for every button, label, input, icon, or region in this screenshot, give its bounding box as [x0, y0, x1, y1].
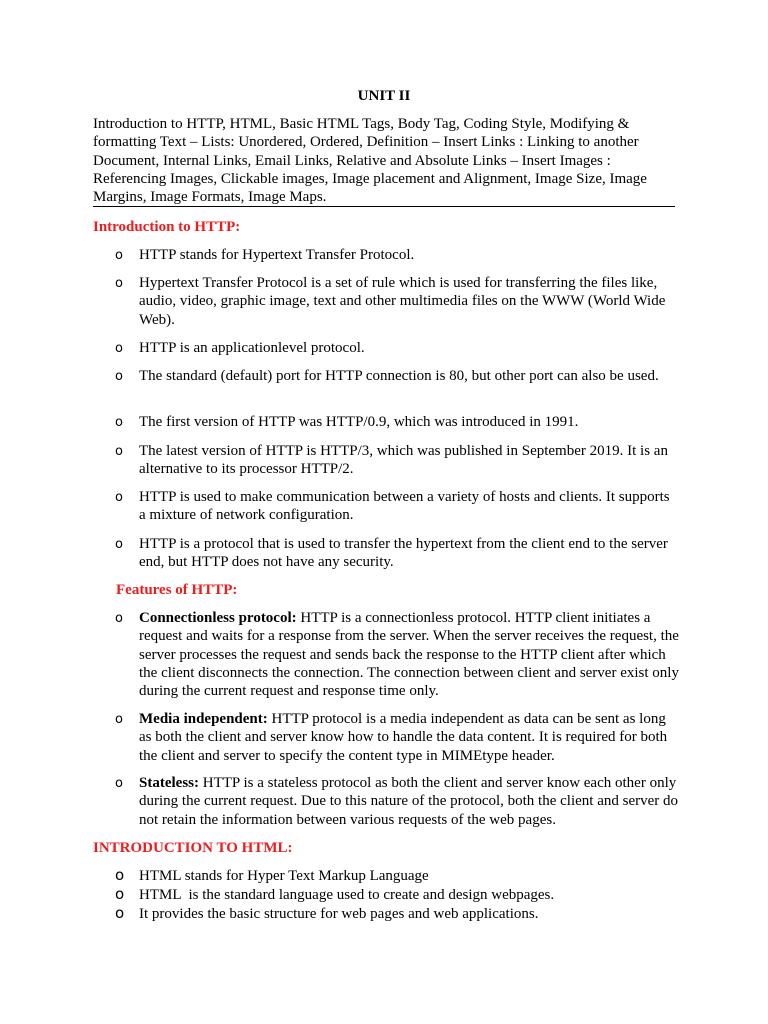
- list-item: [0, 339, 679, 357]
- unit-title: UNIT II: [357, 88, 411, 104]
- list-item-text: HTTP stands for Hypertext Transfer Protocol.: [139, 247, 415, 263]
- bullet-icon: o: [115, 444, 123, 459]
- heading-intro-http: Introduction to HTTP:: [93, 219, 241, 235]
- bullet-icon: o: [115, 369, 123, 384]
- bullet-icon: o: [115, 866, 125, 884]
- bullet-icon: o: [115, 490, 123, 505]
- bullet-icon: o: [115, 712, 123, 727]
- feature-term: Media independent:: [139, 711, 268, 727]
- bullet-icon: o: [115, 341, 123, 356]
- feature-term: Connectionless protocol:: [139, 610, 297, 626]
- list-item: [0, 886, 679, 904]
- feature-text: HTTP is a connectionless protocol. HTTP client initiates a request and waits for a response from the server. When the server receives the request, the server processes the request and sends back the response to the HTTP client after which the client disconnects the connection. The connection between client and server exist only during the current request and response time only.: [139, 610, 679, 700]
- bullet-icon: o: [115, 611, 123, 626]
- feature-text: HTTP protocol is a media independent as data can be sent as long as both the client and server know how to handle the data content. It is required for both the client and server to specify the content type in MIMEtype header.: [139, 711, 668, 764]
- bullet-icon: o: [115, 248, 123, 263]
- bullet-icon: o: [115, 885, 125, 903]
- bullet-icon: o: [115, 537, 123, 552]
- heading-features-http: Features of HTTP:: [116, 582, 238, 598]
- list-item: [0, 867, 679, 885]
- feature-term: Stateless:: [139, 775, 199, 791]
- bullet-icon: o: [115, 904, 125, 922]
- list-item: [0, 413, 679, 431]
- list-item-text: It provides the basic structure for web pages and web applications.: [139, 906, 539, 922]
- list-item-text: HTTP is a protocol that is used to transfer the hypertext from the client end to the server end, but HTTP does not have any security.: [139, 536, 668, 571]
- list-item-text: HTML stands for Hyper Text Markup Language: [139, 868, 429, 884]
- list-item: [0, 367, 679, 385]
- list-item: [0, 442, 679, 479]
- list-item-text: HTTP is used to make communication between a variety of hosts and clients. It supports a mixture of network configuration.: [139, 489, 670, 524]
- list-item: [0, 488, 679, 525]
- list-item: [0, 774, 679, 829]
- list-item: [0, 246, 679, 264]
- feature-text: HTTP is a stateless protocol as both the client and server know each other only during the current request. Due to this nature of the protocol, both the client and server do not retain the information between various requests of the web pages.: [139, 775, 679, 828]
- horizontal-rule: [93, 206, 675, 207]
- list-item-text: HTML is the standard language used to create and design webpages.: [139, 887, 555, 903]
- list-item-text: HTTP is an applicationlevel protocol.: [139, 340, 365, 356]
- list-item: [0, 609, 679, 700]
- list-item-text: The latest version of HTTP is HTTP/3, which was published in September 2019. It is an alternative to its processor HTTP/2.: [139, 443, 668, 478]
- list-item-text: The standard (default) port for HTTP connection is 80, but other port can also be used.: [139, 368, 659, 384]
- bullet-icon: o: [115, 415, 123, 430]
- bullet-icon: o: [115, 276, 123, 291]
- unit-syllabus-paragraph: Introduction to HTTP, HTML, Basic HTML Tags, Body Tag, Coding Style, Modifying & formatting Text – Lists: Unordered, Ordered, Definition – Insert Links : Linking to another Document, Internal Links, Email Links, Relative and Absolute Links – Insert Images : Referencing Images, Clickable images, Image placement and Alignment, Image Size, Image Margins, Image Formats, Image Maps.: [93, 116, 647, 206]
- list-item: [0, 535, 679, 572]
- list-item-text: The first version of HTTP was HTTP/0.9, which was introduced in 1991.: [139, 414, 579, 430]
- heading-intro-html: INTRODUCTION TO HTML:: [93, 840, 293, 856]
- list-item: [0, 274, 679, 329]
- list-item: [0, 710, 679, 765]
- list-item: [0, 905, 679, 923]
- bullet-icon: o: [115, 776, 123, 791]
- list-item-text: Hypertext Transfer Protocol is a set of rule which is used for transferring the files like, audio, video, graphic image, text and other multimedia files on the WWW (World Wide Web).: [139, 275, 666, 328]
